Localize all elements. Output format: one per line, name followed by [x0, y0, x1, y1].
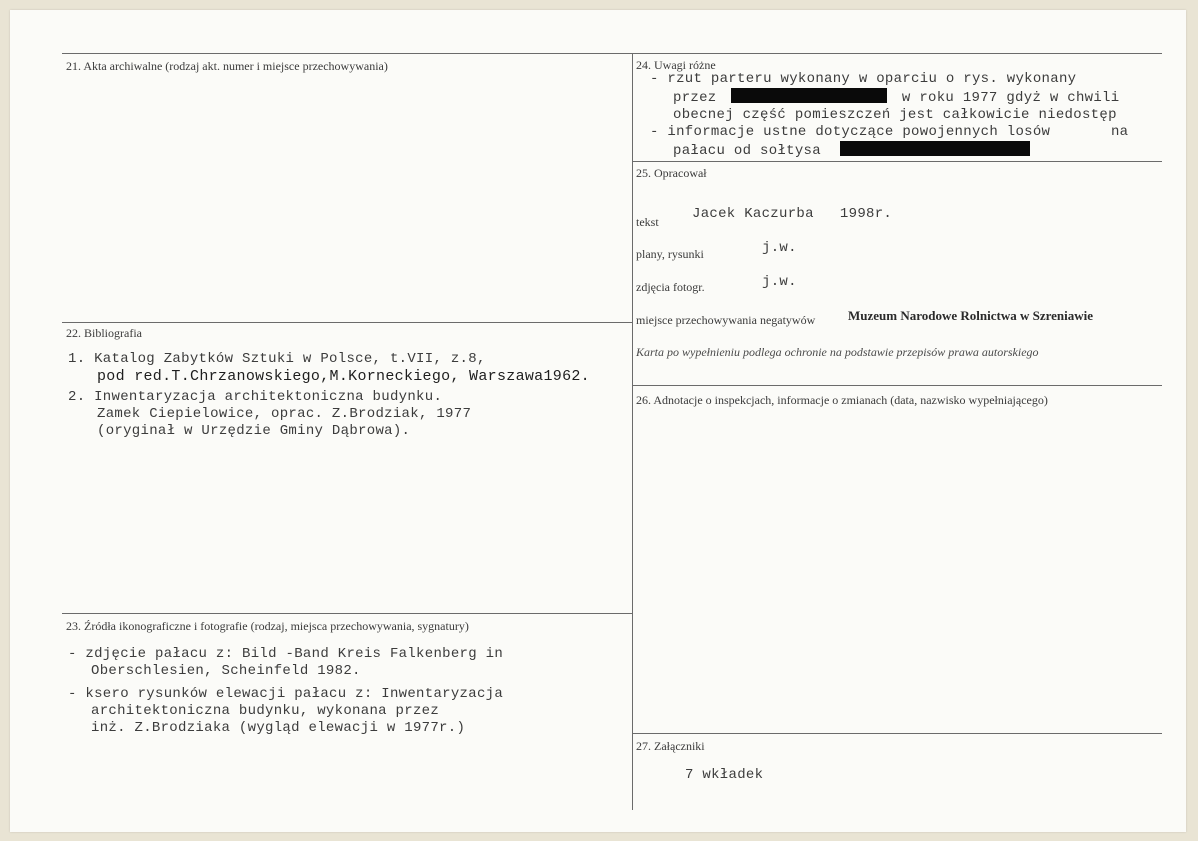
remarks-line-3: obecnej część pomieszczeń jest całkowicie niedostęp: [673, 107, 1117, 123]
form-sheet: [10, 10, 1186, 832]
remarks-line-4a: - informacje ustne dotyczące powojennych losów: [650, 124, 1051, 140]
remarks-line-5a: pałacu od sołtysa: [673, 143, 821, 159]
bibliography-list: [68, 351, 590, 440]
section-24-label: 24. Uwagi różne: [636, 58, 716, 72]
section-21-label: 21. Akta archiwalne (rodzaj akt. numer i miejsce przechowywania): [66, 59, 388, 73]
tekst-value: Jacek Kaczurba 1998r.: [692, 206, 893, 222]
iconography-item-2-line-2: architektoniczna budynku, wykonana przez: [91, 703, 440, 719]
attachments-value: 7 wkładek: [685, 767, 764, 783]
remarks-line-4b: na: [1110, 124, 1129, 140]
negatywy-value: Muzeum Narodowe Rolnictwa w Szreniawie: [848, 308, 1094, 323]
redaction-bar: [840, 141, 1030, 156]
iconography-item-1-line-2: Oberschlesien, Scheinfeld 1982.: [91, 663, 361, 679]
remarks-line-2a: przez: [673, 90, 717, 106]
bibliography-item-1-line-1: 1. Katalog Zabytków Sztuki w Polsce, t.VII, z.8,: [68, 351, 486, 367]
bibliography-item-2-line-1: 2. Inwentaryzacja architektoniczna budynku.: [68, 389, 443, 405]
remarks-line-2b: w roku 1977 gdyż w chwili: [901, 90, 1120, 106]
section-27-label: 27. Załączniki: [636, 739, 705, 753]
negatywy-label: miejsce przechowywania negatywów: [636, 313, 816, 327]
section-23-label: 23. Źródła ikonograficzne i fotografie (rodzaj, miejsca przechowywania, sygnatury): [66, 619, 469, 633]
left-rule-21-22: [62, 322, 632, 323]
right-rule-26-27: [632, 733, 1162, 734]
right-rule-25-26: [632, 385, 1162, 386]
remarks-line-1: - rzut parteru wykonany w oparciu o rys. wykonany: [650, 71, 1077, 87]
remarks-line-5: [650, 141, 1128, 160]
section-26-label: 26. Adnotacje o inspekcjach, informacje o zmianach (data, nazwisko wypełniającego): [636, 393, 1048, 407]
remarks-line-4: [650, 124, 1128, 141]
zdjecia-value: j.w.: [762, 274, 797, 290]
zdjecia-label: zdjęcia fotogr.: [636, 280, 705, 294]
center-divider: [632, 53, 633, 810]
plany-label: plany, rysunki: [636, 247, 704, 261]
bibliography-item-2-line-3: (oryginał w Urzędzie Gminy Dąbrowa).: [97, 423, 411, 439]
iconography-list: [68, 646, 503, 737]
iconography-item-1-line-1: - zdjęcie pałacu z: Bild -Band Kreis Falkenberg in: [68, 646, 504, 662]
right-rule-24-25: [632, 161, 1162, 162]
bibliography-item-2-line-2: Zamek Ciepielowice, oprac. Z.Brodziak, 1977: [97, 406, 472, 422]
copyright-notice: Karta po wypełnieniu podlega ochronie na podstawie przepisów prawa autorskiego: [636, 345, 1039, 359]
redaction-bar: [731, 88, 887, 103]
plany-value: j.w.: [762, 240, 797, 256]
remarks-line-2: [650, 88, 1128, 107]
bibliography-item-1-line-2: pod red.T.Chrzanowskiego,M.Korneckiego, Warszawa1962.: [97, 368, 590, 385]
tekst-label: tekst: [636, 215, 659, 229]
section-22-label: 22. Bibliografia: [66, 326, 142, 340]
section-25-label: 25. Opracował: [636, 166, 707, 180]
top-rule: [62, 53, 1162, 54]
iconography-item-2-line-3: inż. Z.Brodziaka (wygląd elewacji w 1977r.): [91, 720, 466, 736]
iconography-item-2-line-1: - ksero rysunków elewacji pałacu z: Inwentaryzacja: [68, 686, 504, 702]
left-rule-22-23: [62, 613, 632, 614]
remarks-text: [650, 71, 1128, 160]
